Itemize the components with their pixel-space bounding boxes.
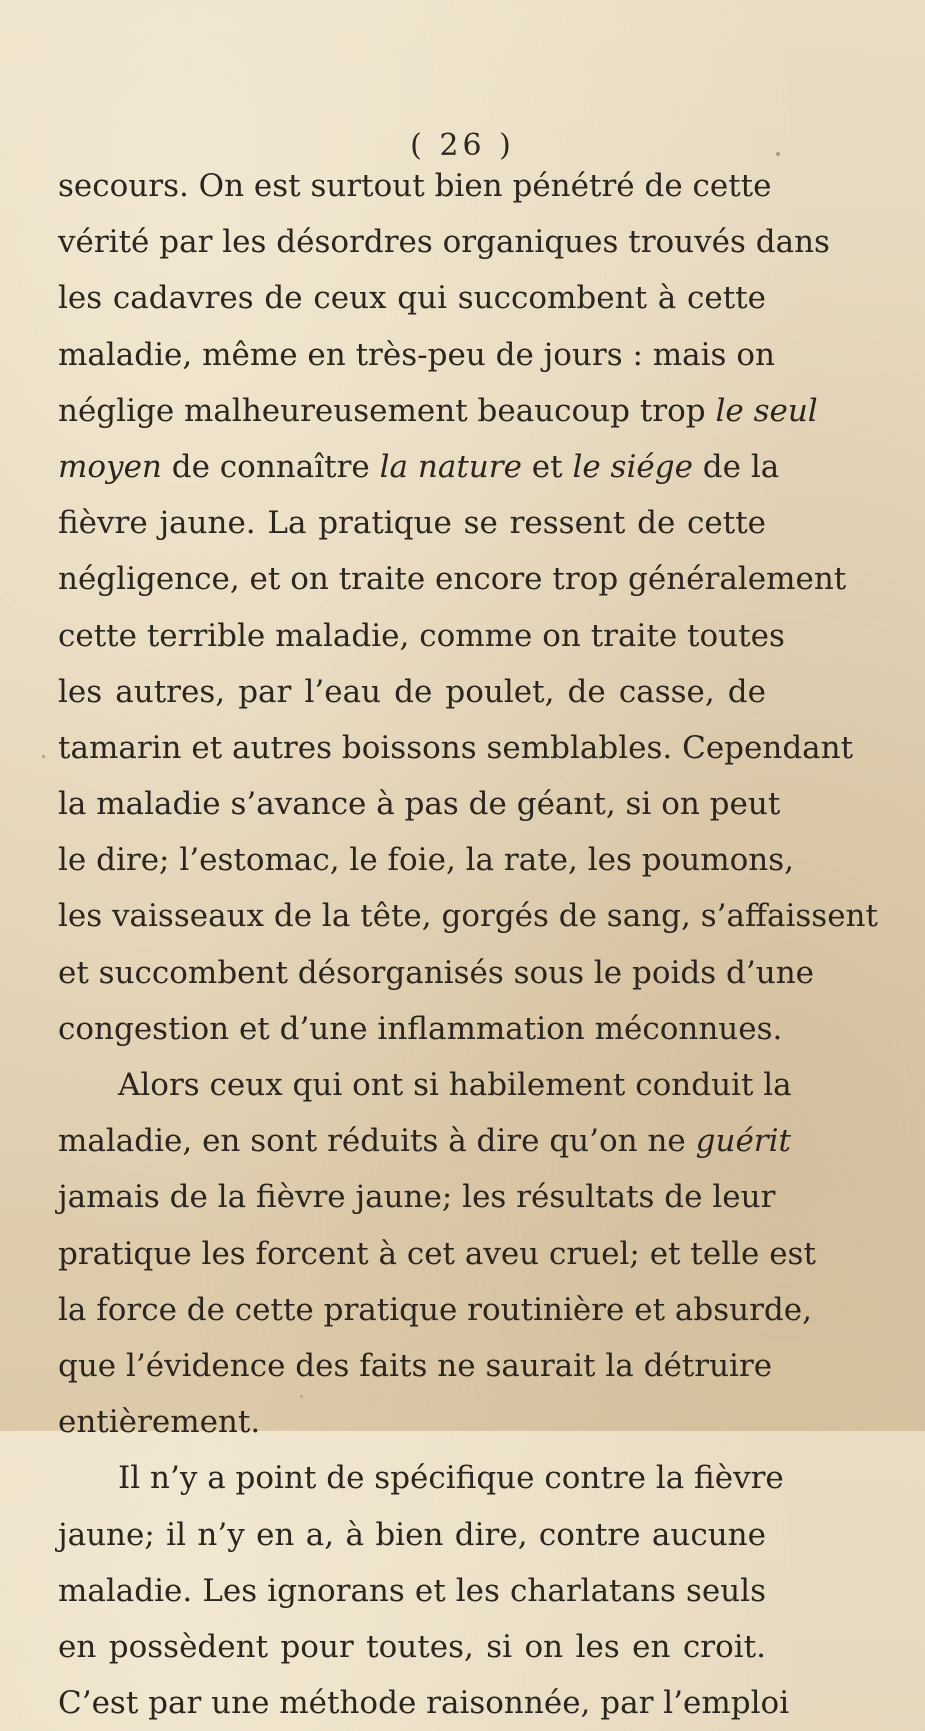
text-line: jamais de la fièvre jaune; les résultats de leur (58, 1179, 776, 1216)
text-line: cette terrible maladie, comme on traite toutes (58, 617, 785, 654)
italic-text: la nature (379, 448, 522, 485)
text-line: en possèdent pour toutes, si on les en croit. (58, 1628, 766, 1665)
text-line: moyen de connaître la nature et le siége de la (58, 448, 780, 485)
paper-speck (300, 1395, 303, 1398)
text-line: négligence, et on traite encore trop généralement (58, 561, 847, 598)
text-line: fièvre jaune. La pratique se ressent de cette (58, 505, 766, 542)
text-line: congestion et d’une inflammation méconnues. (58, 1010, 783, 1047)
text-line: maladie, même en très-peu de jours : mais on (58, 336, 775, 373)
text-line: les cadavres de ceux qui succombent à cette (58, 280, 766, 317)
text-line: la maladie s’avance à pas de géant, si on peut (58, 786, 781, 823)
text-line: et succombent désorganisés sous le poids d’une (58, 954, 815, 991)
italic-text: guérit (695, 1123, 791, 1160)
page-number: ( 26 ) (410, 128, 515, 163)
italic-text: le seul (715, 392, 818, 429)
paper-speck (42, 755, 45, 758)
text-line: Alors ceux qui ont si habilement conduit la (118, 1067, 792, 1103)
text-line: maladie. Les ignorans et les charlatans seuls (58, 1572, 766, 1609)
text-line: tamarin et autres boissons semblables. Cependant (58, 729, 854, 766)
text-line: entièrement. (58, 1404, 261, 1441)
text-line: néglige malheureusement beaucoup trop le seul (58, 392, 818, 429)
italic-text: le siége (572, 448, 693, 485)
text-line: vérité par les désordres organiques trouvés dans (58, 224, 830, 261)
text-line: Il n’y a point de spécifique contre la fièvre (118, 1460, 784, 1497)
text-line: la force de cette pratique routinière et absurde, (58, 1291, 812, 1328)
text-line: secours. On est surtout bien pénétré de cette (58, 168, 772, 204)
italic-text: moyen (58, 448, 162, 485)
text-line: maladie, en sont réduits à dire qu’on ne guérit (58, 1123, 791, 1160)
text-line: les autres, par l’eau de poulet, de casse, de (58, 673, 766, 710)
body-text (58, 158, 878, 1731)
text-line: C’est par une méthode raisonnée, par l’emploi (58, 1685, 790, 1722)
text-line: le dire; l’estomac, le foie, la rate, les poumons, (58, 842, 794, 879)
text-line: les vaisseaux de la tête, gorgés de sang, s’affaissent (58, 898, 878, 935)
paper-speck (776, 152, 780, 156)
text-line: jaune; il n’y en a, à bien dire, contre aucune (58, 1516, 766, 1553)
text-line: que l’évidence des faits ne saurait la détruire (58, 1347, 773, 1384)
text-line: pratique les forcent à cet aveu cruel; et telle est (58, 1235, 816, 1272)
